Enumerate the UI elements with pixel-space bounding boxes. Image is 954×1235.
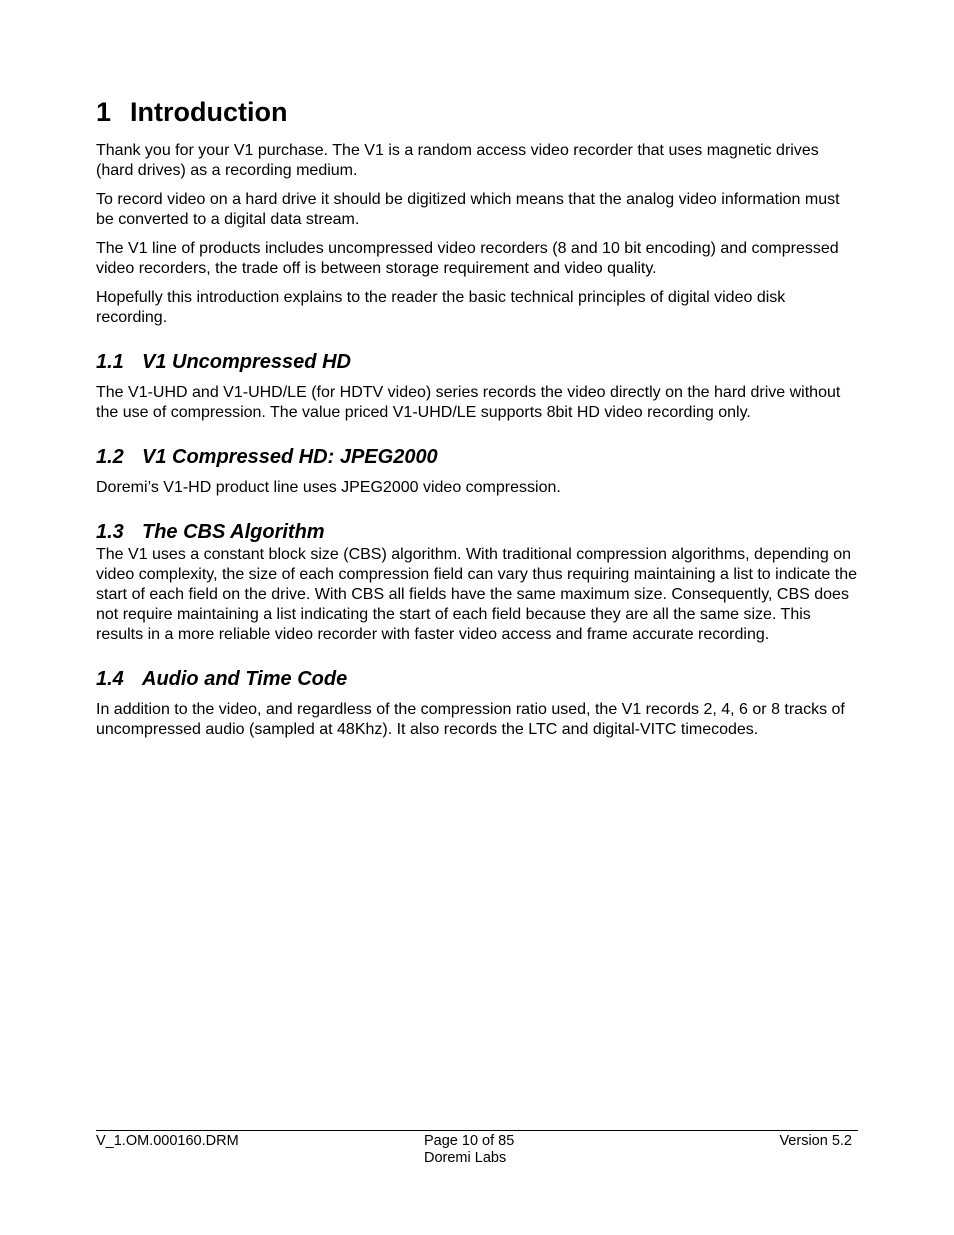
chapter-number: 1 [96,97,112,127]
chapter-title: Introduction [130,97,288,127]
section-heading-1-3 [96,519,858,545]
footer-version: Version 5.2 [779,1133,852,1149]
section-paragraph: The V1-UHD and V1-UHD/LE (for HDTV video) series records the video directly on the hard drive without the use of compression. The value priced V1-UHD/LE supports 8bit HD video recording only. [96,384,841,421]
section-title: Audio and Time Code [142,668,348,690]
section-paragraph: Doremi’s V1-HD product line uses JPEG2000 video compression. [96,479,561,496]
intro-paragraph: Thank you for your V1 purchase. The V1 is a random access video recorder that uses magnetic drives (hard drives) as a recording medium. [96,142,819,179]
section-number: 1.2 [96,446,124,468]
section-title: V1 Compressed HD: JPEG2000 [142,446,438,468]
section-heading-1-2 [96,444,858,470]
section-number: 1.3 [96,521,124,543]
section-number: 1.4 [96,668,124,690]
chapter-heading [96,92,858,132]
footer-page-number: Page 10 of 85 [424,1133,515,1149]
intro-paragraph: The V1 line of products includes uncompressed video recorders (8 and 10 bit encoding) and compressed video recorders, the trade off is between storage requirement and video quality. [96,240,839,277]
section-title: The CBS Algorithm [142,521,325,543]
footer-divider [96,1130,858,1131]
section-heading-1-4 [96,666,858,692]
section-paragraph: In addition to the video, and regardless of the compression ratio used, the V1 records 2, 4, 6 or 8 tracks of uncompressed audio (sampled at 48Khz). It also records the LTC and digital-VITC timecodes. [96,701,845,738]
footer-center [424,1133,514,1167]
intro-paragraph: To record video on a hard drive it should be digitized which means that the analog video information must be converted to a digital data stream. [96,191,840,228]
intro-paragraph: Hopefully this introduction explains to the reader the basic technical principles of digital video disk recording. [96,289,786,326]
page-content [96,92,858,749]
footer-doc-id: V_1.OM.000160.DRM [96,1133,239,1149]
section-heading-1-1 [96,349,858,375]
section-title: V1 Uncompressed HD [142,351,351,373]
footer-company: Doremi Labs [424,1150,507,1166]
section-paragraph: The V1 uses a constant block size (CBS) algorithm. With traditional compression algorithms, depending on video complexity, the size of each compression field can vary thus requiring maintaining a list to indicate the start of each field on the drive. With CBS all fields have the same maximum size. Consequently, CBS does not require maintaining a list indicating the start of each field because they are all the same size. This results in a more reliable video recorder with faster video access and frame accurate recording. [96,546,857,643]
section-number: 1.1 [96,351,124,373]
